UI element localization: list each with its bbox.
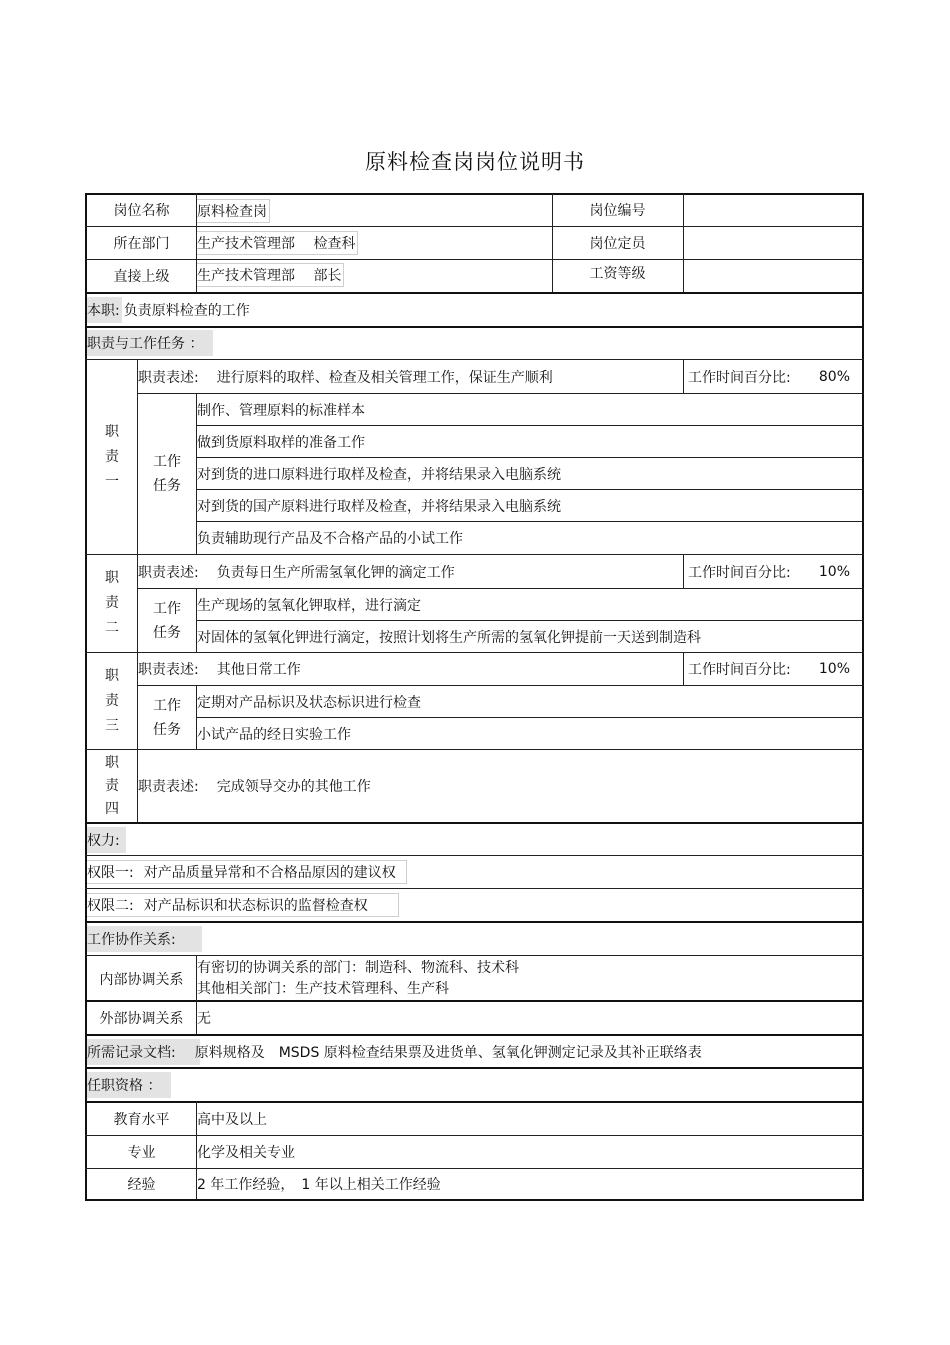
grid-line [85,1067,864,1069]
grid-line [85,292,864,294]
grid-line [862,193,864,1200]
salary-value [684,260,862,291]
grid-line [85,1199,864,1201]
records-label: 所需记录文档: [87,1039,200,1065]
grid-line [85,193,864,195]
external-relations-value: 无 [197,1011,211,1027]
responsibility-2-description: 职责表述: 负责每日生产所需氢氧化钾的滴定工作 [138,564,455,581]
headcount-label: 岗位定员 [589,236,646,252]
superior-label: 直接上级 [113,268,170,285]
responsibilities-label: 职责与工作任务 ： [87,330,213,356]
internal-relations-label: 内部协调关系 [99,971,184,988]
grid-line [138,685,864,686]
grid-line [196,955,197,1034]
grid-line [85,1101,864,1103]
salary-label: 工资等级 [589,266,646,282]
relations-header [87,923,862,954]
responsibility-3-tasks-label: 工作 任务 [153,697,181,738]
grid-line [85,955,864,956]
responsibility-2-time-percent: 工作时间百分比: 10% [688,563,850,581]
authority-item-1: 权限一: 对产品质量异常和不合格品原因的建议权 [87,856,862,888]
grid-line [85,888,864,889]
responsibility-1-tasks-label: 工作 任务 [153,454,181,494]
grid-line [196,193,197,292]
duty-label: 本职: [87,297,122,323]
grid-line [196,457,864,458]
superior-value: 生产技术管理部 部长 [197,260,344,290]
authority-label: 权力: [87,827,126,853]
responsibility-4-description: 职责表述: 完成领导交办的其他工作 [138,779,371,795]
grid-line [552,193,553,292]
records-row [87,1036,862,1067]
grid-line [85,855,864,856]
grid-line [138,393,864,394]
grid-line [85,193,87,1200]
experience-label: 经验 [127,1177,156,1193]
grid-line [196,521,864,522]
responsibility-2-name: 职 责 二 [105,570,119,636]
responsibility-3-task: 小试产品的经日实验工作 [197,726,351,743]
grid-line [85,1034,864,1036]
position-name-value: 原料检查岗 [197,196,270,226]
grid-line [85,359,864,360]
authority-item-2: 权限二: 对产品标识和状态标识的监督检查权 [87,889,862,921]
grid-line [85,326,864,328]
grid-line [85,1168,864,1169]
responsibility-1-task: 制作、管理原料的标准样本 [197,402,365,419]
education-label: 教育水平 [113,1112,170,1128]
duty-row [87,294,862,325]
grid-line [85,652,864,653]
external-relations-label: 外部协调关系 [99,1011,184,1027]
responsibility-2-tasks-label: 工作 任务 [153,600,181,641]
position-code-value [684,194,862,226]
responsibility-1-time-percent: 工作时间百分比: 80% [688,368,850,386]
grid-line [85,226,864,227]
grid-line [85,259,864,260]
qualification-label: 任职资格 ： [87,1072,171,1098]
position-name-label: 岗位名称 [113,203,170,219]
experience-value: 2 年工作经验， 1 年以上相关工作经验 [197,1177,441,1193]
responsibility-1-description: 职责表述: 进行原料的取样、检查及相关管理工作，保证生产顺利 [138,369,553,386]
education-value: 高中及以上 [197,1112,267,1128]
authority-header [87,824,862,855]
responsibility-1-name: 职 责 一 [105,423,119,490]
grid-line [196,620,864,621]
grid-line [196,393,197,554]
responsibility-3-task: 定期对产品标识及状态标识进行检查 [197,694,421,711]
grid-line [196,588,197,652]
grid-line [138,588,864,589]
grid-line [85,1000,864,1002]
position-code-label: 岗位编号 [589,203,646,219]
grid-line [683,554,684,588]
grid-line [85,554,864,555]
grid-line [85,921,864,923]
duty-value: 负责原料检查的工作 [123,302,250,319]
responsibility-1-task: 对到货的国产原料进行取样及检查，并将结果录入电脑系统 [197,498,561,515]
department-value: 生产技术管理部 检查科 [197,228,358,258]
responsibilities-header [87,327,862,358]
internal-relations-value: 有密切的协调关系的部门：制造科、物流科、技术科 其他相关部门：生产技术管理科、生产科 [197,959,519,997]
grid-line [196,489,864,490]
responsibility-2-task: 对固体的氢氧化钾进行滴定，按照计划将生产所需的氢氧化钾提前一天送到制造科 [197,629,701,646]
grid-line [196,425,864,426]
department-label: 所在部门 [113,236,170,252]
grid-line [683,359,684,393]
qualification-header [87,1069,862,1100]
grid-line [196,1101,197,1199]
records-value: 原料规格及 MSDS 原料检查结果票及进货单、氢氧化钾测定记录及其补正联络表 [194,1044,702,1061]
grid-line [85,822,864,824]
responsibility-3-name: 职 责 三 [105,667,119,734]
responsibility-3-time-percent: 工作时间百分比: 10% [688,660,850,678]
grid-line [683,193,684,292]
responsibility-1-task: 对到货的进口原料进行取样及检查，并将结果录入电脑系统 [197,466,561,483]
page-title: 原料检查岗岗位说明书 [365,150,585,174]
grid-line [85,749,864,750]
responsibility-1-task: 负责辅助现行产品及不合格产品的小试工作 [197,531,463,547]
responsibility-2-task: 生产现场的氢氧化钾取样，进行滴定 [197,597,421,614]
grid-line [196,685,197,749]
major-value: 化学及相关专业 [197,1145,295,1161]
headcount-value [684,227,862,259]
relations-label: 工作协作关系: [87,926,202,952]
grid-line [196,717,864,718]
major-label: 专业 [127,1145,156,1161]
grid-line [85,1135,864,1136]
grid-line [683,652,684,685]
responsibility-4-name: 职 责 四 [105,754,119,817]
grid-line [137,359,138,822]
responsibility-1-task: 做到货原料取样的准备工作 [197,434,365,451]
responsibility-3-description: 职责表述: 其他日常工作 [138,661,301,678]
